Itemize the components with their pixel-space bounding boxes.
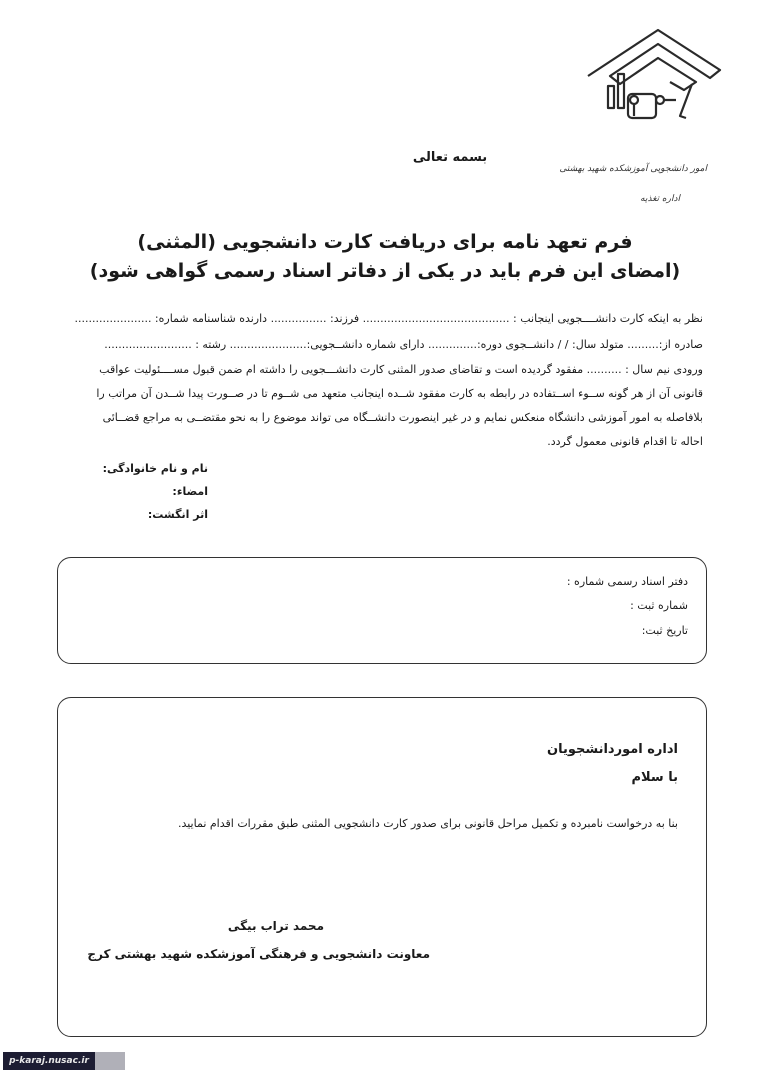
greeting: با سلام: [631, 770, 678, 785]
body-line-5: بلافاصله به امور آموزشی دانشگاه منعکس نمایم و در غیر اینصورت دانشــگاه می تواند موضوع را به نحو مقتضــی به مراجع قضــائی: [102, 411, 703, 424]
graduation-cap-logo-icon: [580, 24, 725, 129]
watermark-fade: [95, 1052, 125, 1070]
body-line-4: قانونی آن از هر گونه ســوء اســتفاده در رابطه به کارت مفقود شــده اینجانب متعهد می شــوم تا در صــورت پیدا شــدن آن مراتب را: [96, 387, 703, 400]
logo-caption-office: اداره تغذیه: [640, 194, 680, 204]
request-text: بنا به درخواست نامبرده و تکمیل مراحل قانونی برای صدور کارت دانشجویی المثنی طبق مقررات اقدام نمایید.: [177, 817, 678, 830]
registration-number-label: شماره ثبت :: [630, 599, 688, 612]
registration-date-label: تاریخ ثبت:: [641, 624, 688, 637]
body-line-2: صادره از:......... متولد سال: / / دانشــجوی دوره:.............. دارای شماره دانشــجویی:...................... رشته : .........................: [104, 338, 703, 351]
signature-label: امضاء:: [172, 485, 208, 498]
logo-caption-department: امور دانشجویی آموزشکده شهید بهشتی: [559, 164, 707, 174]
bismillah-heading: بسمه تعالی: [412, 150, 488, 165]
form-title-line1: فرم تعهد نامه برای دریافت کارت دانشجویی (المثنی): [137, 231, 633, 253]
institute-logo: [559, 24, 725, 204]
signer-name: محمد تراب بیگی: [227, 919, 324, 933]
body-line-3: ورودی نیم سال : .......... مفقود گردیده است و تقاضای صدور المثنی کارت دانشـــجویی را داشته ام ضمن قبول مســــئولیت عواقب: [99, 363, 703, 376]
recipient-heading: اداره اموردانشجویان: [546, 742, 678, 757]
notary-box: [57, 557, 707, 664]
body-line-6: احاله تا اقدام قانونی معمول گردد.: [547, 435, 703, 448]
body-line-1: نظر به اینکه کارت دانشــــجویی اینجانب : .......................................... فرزند: ................ دارنده شناسنامه شماره: ......................: [74, 312, 703, 325]
name-label: نام و نام خانوادگی:: [102, 462, 208, 475]
site-watermark: p-karaj.nusac.ir: [3, 1052, 95, 1070]
fingerprint-label: اثر انگشت:: [147, 508, 208, 521]
form-title-line2: (امضای این فرم باید در یکی از دفاتر اسناد رسمی گواهی شود): [89, 260, 681, 282]
form-title: [60, 228, 710, 286]
student-affairs-box: [57, 697, 707, 1037]
notary-office-label: دفتر اسناد رسمی شماره :: [566, 575, 688, 588]
signer-title: معاونت دانشجویی و فرهنگی آموزشکده شهید بهشتی کرج: [87, 947, 430, 961]
